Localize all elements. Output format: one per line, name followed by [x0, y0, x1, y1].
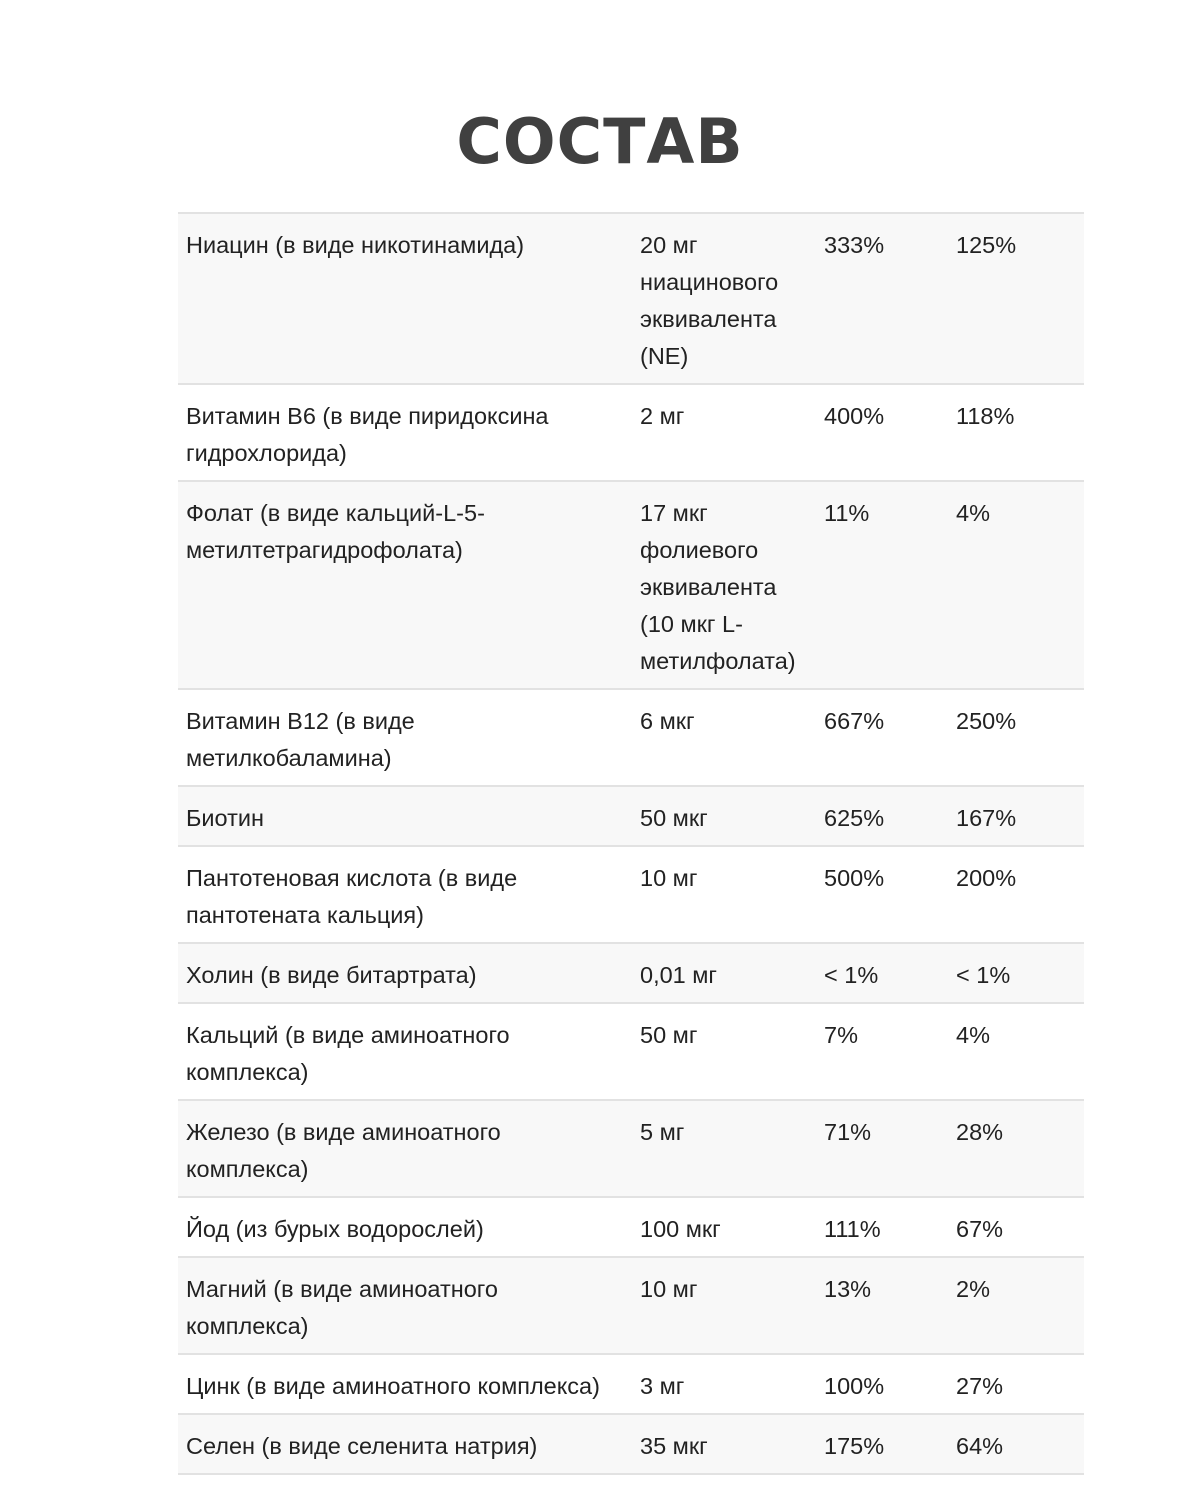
- nutrient-name: Железо (в виде аминоатного комплекса): [178, 1100, 632, 1197]
- nutrient-percent-1: 667%: [816, 689, 948, 786]
- nutrient-name: Магний (в виде аминоатного комплекса): [178, 1257, 632, 1354]
- nutrient-amount: 2 мг: [632, 384, 816, 481]
- nutrient-percent-1: 111%: [816, 1197, 948, 1257]
- nutrient-percent-1: 625%: [816, 786, 948, 846]
- nutrient-amount: 50 мкг: [632, 786, 816, 846]
- nutrient-amount: 10 мг: [632, 846, 816, 943]
- nutrient-amount: 10 мг: [632, 1257, 816, 1354]
- nutrient-percent-1: < 1%: [816, 943, 948, 1003]
- nutrient-amount: 100 мкг: [632, 1197, 816, 1257]
- nutrient-percent-2: 2%: [948, 1257, 1084, 1354]
- nutrient-percent-2: 64%: [948, 1414, 1084, 1474]
- nutrient-name: Витамин B6 (в виде пиридоксина гидрохлорида): [178, 384, 632, 481]
- composition-table: [178, 212, 1084, 1475]
- nutrient-amount: 20 мг ниацинового эквивалента (NE): [632, 213, 816, 384]
- nutrient-amount: 35 мкг: [632, 1414, 816, 1474]
- nutrient-amount: 0,01 мг: [632, 943, 816, 1003]
- nutrient-percent-2: 118%: [948, 384, 1084, 481]
- table-row: [178, 481, 1084, 689]
- nutrient-percent-2: 27%: [948, 1354, 1084, 1414]
- nutrient-percent-2: 67%: [948, 1197, 1084, 1257]
- nutrient-amount: 6 мкг: [632, 689, 816, 786]
- composition-table-container: [178, 212, 1084, 1475]
- nutrient-percent-1: 100%: [816, 1354, 948, 1414]
- nutrient-amount: 50 мг: [632, 1003, 816, 1100]
- nutrient-percent-1: 11%: [816, 481, 948, 689]
- nutrient-name: Витамин B12 (в виде метилкобаламина): [178, 689, 632, 786]
- nutrient-percent-1: 400%: [816, 384, 948, 481]
- nutrient-percent-2: 4%: [948, 1003, 1084, 1100]
- nutrient-amount: 17 мкг фолиевого эквивалента (10 мкг L-метилфолата): [632, 481, 816, 689]
- nutrient-percent-2: 250%: [948, 689, 1084, 786]
- nutrient-percent-2: 167%: [948, 786, 1084, 846]
- nutrient-percent-1: 13%: [816, 1257, 948, 1354]
- table-row: [178, 384, 1084, 481]
- nutrient-percent-1: 333%: [816, 213, 948, 384]
- nutrient-percent-1: 175%: [816, 1414, 948, 1474]
- nutrient-name: Йод (из бурых водорослей): [178, 1197, 632, 1257]
- nutrient-name: Цинк (в виде аминоатного комплекса): [178, 1354, 632, 1414]
- nutrient-percent-2: 125%: [948, 213, 1084, 384]
- nutrient-name: Фолат (в виде кальций-L-5-метилтетрагидрофолата): [178, 481, 632, 689]
- nutrient-amount: 5 мг: [632, 1100, 816, 1197]
- nutrient-name: Кальций (в виде аминоатного комплекса): [178, 1003, 632, 1100]
- nutrient-percent-2: 28%: [948, 1100, 1084, 1197]
- page-title: СОСТАВ: [456, 104, 744, 178]
- nutrient-percent-2: 200%: [948, 846, 1084, 943]
- nutrient-percent-1: 500%: [816, 846, 948, 943]
- table-row: [178, 213, 1084, 384]
- table-row: [178, 1003, 1084, 1100]
- table-row: [178, 1354, 1084, 1414]
- nutrient-amount: 3 мг: [632, 1354, 816, 1414]
- table-row: [178, 846, 1084, 943]
- nutrient-name: Биотин: [178, 786, 632, 846]
- nutrient-percent-1: 7%: [816, 1003, 948, 1100]
- nutrient-name: Селен (в виде селенита натрия): [178, 1414, 632, 1474]
- nutrient-percent-1: 71%: [816, 1100, 948, 1197]
- table-row: [178, 1414, 1084, 1474]
- nutrient-name: Ниацин (в виде никотинамида): [178, 213, 632, 384]
- nutrient-name: Пантотеновая кислота (в виде пантотената кальция): [178, 846, 632, 943]
- table-row: [178, 1197, 1084, 1257]
- table-row: [178, 943, 1084, 1003]
- table-row: [178, 1257, 1084, 1354]
- nutrient-percent-2: < 1%: [948, 943, 1084, 1003]
- table-row: [178, 786, 1084, 846]
- table-row: [178, 689, 1084, 786]
- nutrient-percent-2: 4%: [948, 481, 1084, 689]
- nutrient-name: Холин (в виде битартрата): [178, 943, 632, 1003]
- table-row: [178, 1100, 1084, 1197]
